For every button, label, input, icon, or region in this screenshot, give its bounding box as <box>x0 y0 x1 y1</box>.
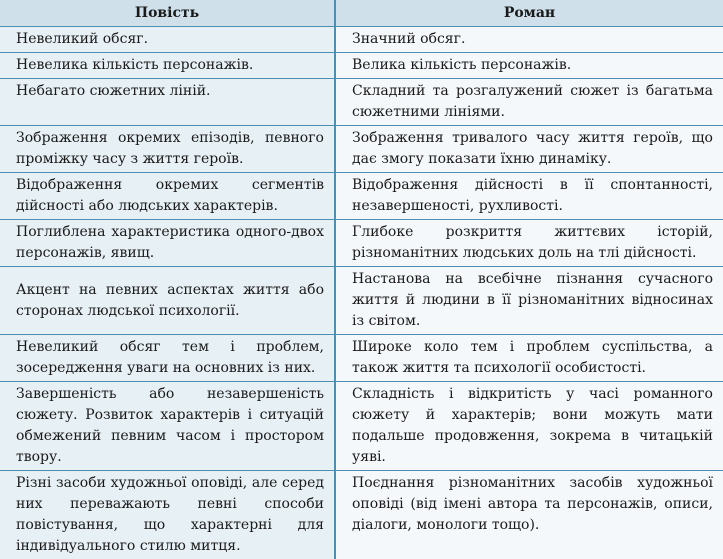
table-row <box>0 382 723 471</box>
roman-cell: Настанова на всебічне пізнання сучасного життя й людини в її різноманітних відносинах із світом. <box>335 267 723 335</box>
table-row <box>0 126 723 173</box>
povist-cell: Поглиблена характеристика одного-двох персонажів, явищ. <box>0 220 335 267</box>
povist-cell: Невеликий обсяг тем і проблем, зосередження уваги на основних із них. <box>0 335 335 382</box>
table-row <box>0 471 723 559</box>
header-row <box>0 0 723 27</box>
header-povist: Повість <box>0 0 335 27</box>
roman-cell: Складність і відкритість у часі романного сюжету й характерів; вони можуть мати подальше продовження, зокрема в читацькій уяві. <box>335 382 723 471</box>
roman-cell: Зображення тривалого часу життя героїв, що дає змогу показати їхню динаміку. <box>335 126 723 173</box>
povist-cell: Відображення окремих сегментів дійсності або людських характерів. <box>0 173 335 220</box>
header-roman: Роман <box>335 0 723 27</box>
roman-cell: Поєднання різноманітних засобів художньої оповіді (від імені автора та персонажів, описи, діалоги, монологи тощо). <box>335 471 723 559</box>
povist-cell: Акцент на певних аспектах життя або сторонах людської психології. <box>0 267 335 335</box>
table-row <box>0 79 723 126</box>
roman-cell: Складний та розгалужений сюжет із багатьма сюжетними лініями. <box>335 79 723 126</box>
table-row <box>0 173 723 220</box>
povist-cell: Невеликий обсяг. <box>0 27 335 53</box>
povist-cell: Завершеність або незавершеність сюжету. Розвиток характерів і ситуацій обмежений певним часом і простором твору. <box>0 382 335 471</box>
table-row <box>0 27 723 53</box>
roman-cell: Відображення дійсності в її спонтанності, незавершеності, рухливості. <box>335 173 723 220</box>
table-row <box>0 53 723 79</box>
povist-cell: Різні засоби художньої оповіді, але серед них переважають певні способи повістування, що характерні для індивідуального стилю митця. <box>0 471 335 559</box>
roman-cell: Значний обсяг. <box>335 27 723 53</box>
roman-cell: Велика кількість персонажів. <box>335 53 723 79</box>
table-row <box>0 335 723 382</box>
table-row <box>0 220 723 267</box>
table-row <box>0 267 723 335</box>
povist-cell: Небагато сюжетних ліній. <box>0 79 335 126</box>
roman-cell: Глибоке розкриття життєвих історій, різноманітних людських доль на тлі дійсності. <box>335 220 723 267</box>
roman-cell: Широке коло тем і проблем суспільства, а також життя та психології особистості. <box>335 335 723 382</box>
povist-cell: Зображення окремих епізодів, певного проміжку часу з життя героїв. <box>0 126 335 173</box>
povist-cell: Невелика кількість персонажів. <box>0 53 335 79</box>
